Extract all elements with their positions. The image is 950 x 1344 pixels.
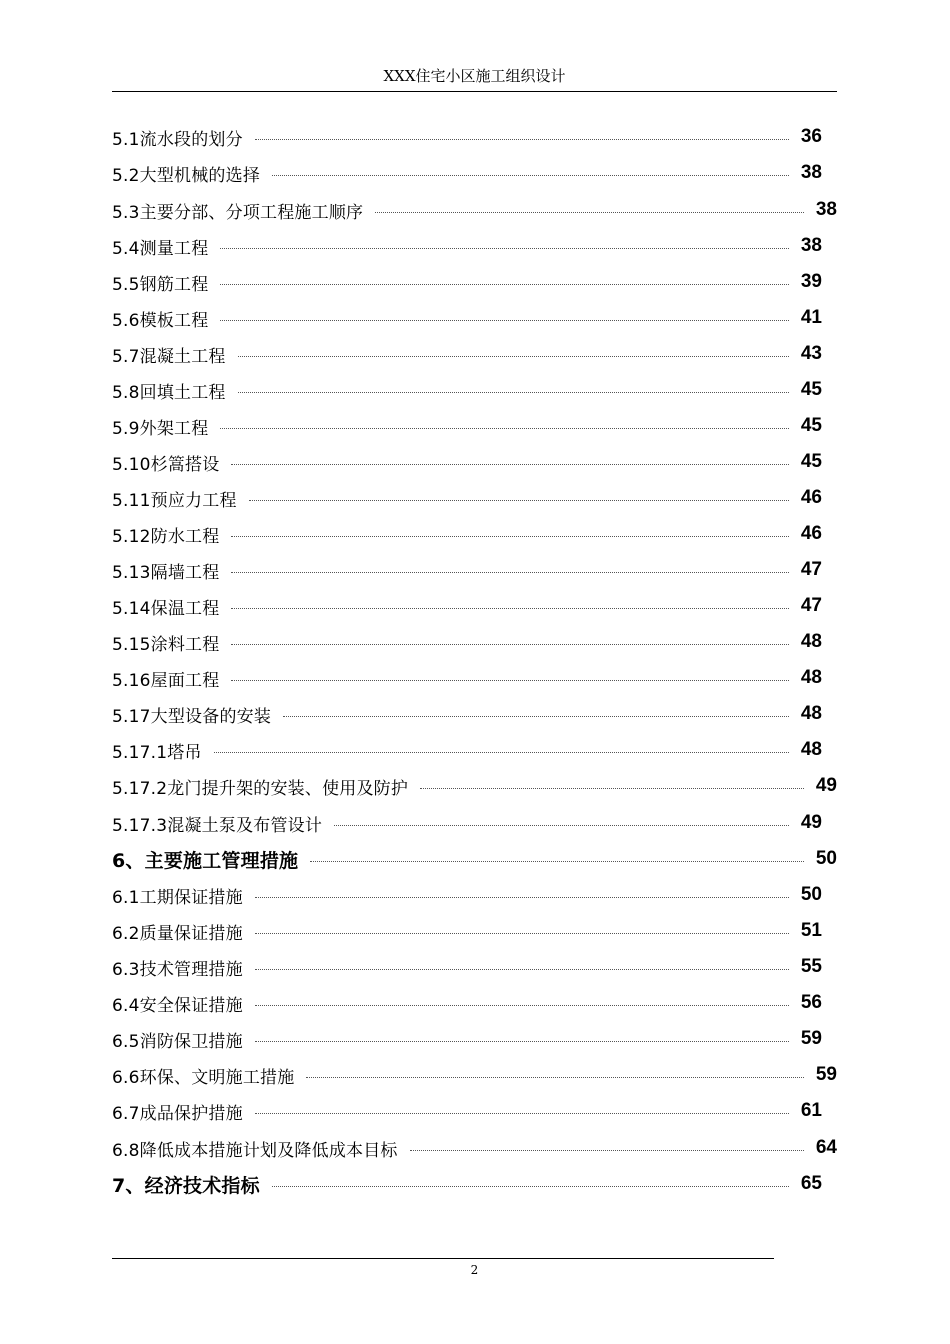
toc-entry-page: 47 [800, 595, 822, 616]
toc-entry[interactable] [112, 916, 822, 946]
toc-entry-page: 49 [800, 812, 822, 833]
toc-dot-leader [255, 1041, 789, 1042]
toc-dot-leader [231, 464, 788, 465]
toc-entry-label: 6、主要施工管理措施 [112, 849, 299, 872]
toc-entry-page: 59 [815, 1064, 837, 1085]
toc-dot-leader [255, 139, 789, 140]
toc-dot-leader [272, 1186, 789, 1187]
toc-entry-page: 48 [800, 631, 822, 652]
toc-entry-page: 50 [800, 884, 822, 905]
toc-entry[interactable] [112, 627, 822, 657]
toc-entry[interactable] [112, 952, 822, 982]
toc-entry-page: 47 [800, 559, 822, 580]
toc-dot-leader [231, 608, 788, 609]
toc-entry-label: 5.10杉篙搭设 [112, 454, 220, 475]
toc-dot-leader [220, 284, 788, 285]
toc-entry[interactable] [112, 447, 822, 477]
toc-dot-leader [255, 897, 789, 898]
toc-entry-label: 5.4测量工程 [112, 238, 209, 259]
toc-entry-page: 39 [800, 271, 822, 292]
toc-entry[interactable] [112, 591, 822, 621]
toc-entry-page: 45 [800, 415, 822, 436]
toc-dot-leader [255, 933, 789, 934]
toc-entry-page: 43 [800, 343, 822, 364]
toc-entry-page: 64 [815, 1137, 837, 1158]
toc-entry-page: 46 [800, 487, 822, 508]
toc-dot-leader [238, 356, 789, 357]
toc-dot-leader [272, 175, 789, 176]
toc-entry-label: 5.14保温工程 [112, 598, 220, 619]
toc-entry[interactable] [112, 267, 822, 297]
toc-entry-page: 46 [800, 523, 822, 544]
toc-entry[interactable] [112, 1169, 822, 1199]
toc-entry-label: 5.16屋面工程 [112, 670, 220, 691]
toc-dot-leader [255, 1113, 789, 1114]
toc-entry[interactable] [112, 375, 822, 405]
toc-entry-page: 55 [800, 956, 822, 977]
toc-entry-page: 48 [800, 703, 822, 724]
toc-entry[interactable] [112, 555, 822, 585]
toc-dot-leader [238, 392, 789, 393]
toc-entry[interactable] [112, 1060, 837, 1090]
toc-entry-label: 5.6模板工程 [112, 310, 209, 331]
toc-dot-leader [249, 500, 789, 501]
toc-entry[interactable] [112, 663, 822, 693]
toc-entry[interactable] [112, 808, 822, 838]
toc-entry-page: 41 [800, 307, 822, 328]
toc-entry[interactable] [112, 483, 822, 513]
toc-entry[interactable] [112, 988, 822, 1018]
toc-entry-page: 45 [800, 379, 822, 400]
toc-entry[interactable] [112, 699, 822, 729]
toc-dot-leader [255, 969, 789, 970]
toc-dot-leader [231, 572, 788, 573]
toc-dot-leader [220, 428, 788, 429]
toc-dot-leader [220, 320, 788, 321]
toc-entry-label: 6.8降低成本措施计划及降低成本目标 [112, 1140, 398, 1161]
toc-entry-page: 45 [800, 451, 822, 472]
toc-entry-label: 6.5消防保卫措施 [112, 1031, 243, 1052]
toc-entry-page: 48 [800, 739, 822, 760]
toc-entry-page: 38 [800, 235, 822, 256]
toc-dot-leader [214, 752, 789, 753]
toc-entry-label: 7、经济技术指标 [112, 1174, 260, 1197]
toc-entry-label: 5.17大型设备的安装 [112, 706, 272, 727]
toc-dot-leader [231, 680, 788, 681]
toc-dot-leader [220, 248, 788, 249]
toc-entry-label: 5.11预应力工程 [112, 490, 237, 511]
toc-entry[interactable] [112, 735, 822, 765]
footer-rule [112, 1258, 774, 1259]
toc-entry[interactable] [112, 231, 822, 261]
toc-entry-page: 36 [800, 126, 822, 147]
toc-entry[interactable] [112, 519, 822, 549]
toc-entry-label: 5.15涂料工程 [112, 634, 220, 655]
toc-entry-label: 5.3主要分部、分项工程施工顺序 [112, 202, 364, 223]
toc-entry-label: 6.6环保、文明施工措施 [112, 1067, 295, 1088]
toc-entry-label: 5.1流水段的划分 [112, 129, 243, 150]
toc-dot-leader [283, 716, 789, 717]
toc-entry-page: 49 [815, 775, 837, 796]
toc-entry-page: 38 [815, 199, 837, 220]
toc-entry[interactable] [112, 880, 822, 910]
toc-entry-label: 5.2大型机械的选择 [112, 165, 261, 186]
toc-dot-leader [410, 1150, 804, 1151]
toc-entry-label: 5.12防水工程 [112, 526, 220, 547]
toc-entry-page: 59 [800, 1028, 822, 1049]
toc-entry[interactable] [112, 303, 822, 333]
toc-entry-label: 6.7成品保护措施 [112, 1103, 243, 1124]
toc-entry[interactable] [112, 195, 837, 225]
toc-dot-leader [306, 1077, 803, 1078]
toc-dot-leader [310, 861, 804, 862]
toc-entry-label: 5.9外架工程 [112, 418, 209, 439]
toc-dot-leader [255, 1005, 789, 1006]
toc-entry[interactable] [112, 1024, 822, 1054]
toc-dot-leader [334, 825, 789, 826]
toc-entry-label: 5.5钢筋工程 [112, 274, 209, 295]
toc-entry-page: 51 [800, 920, 822, 941]
toc-entry-page: 61 [800, 1100, 822, 1121]
toc-entry-label: 6.2质量保证措施 [112, 923, 243, 944]
toc-entry-label: 5.17.1塔吊 [112, 742, 202, 763]
header-title: XXX住宅小区施工组织设计 [383, 67, 566, 85]
toc-entry-label: 6.1工期保证措施 [112, 887, 243, 908]
toc-entry[interactable] [112, 771, 837, 801]
toc-entry[interactable] [112, 158, 822, 188]
toc-entry-page: 38 [800, 162, 822, 183]
toc-entry[interactable] [112, 1096, 822, 1126]
toc-entry-label: 5.13隔墙工程 [112, 562, 220, 583]
toc-entry-label: 6.3技术管理措施 [112, 959, 243, 980]
page-number: 2 [470, 1263, 479, 1277]
toc-dot-leader [375, 212, 804, 213]
toc-dot-leader [420, 788, 804, 789]
toc-entry[interactable] [112, 122, 822, 152]
toc-entry-page: 50 [815, 848, 837, 869]
toc-entry-label: 5.7混凝土工程 [112, 346, 226, 367]
toc-entry-page: 48 [800, 667, 822, 688]
toc-entry[interactable] [112, 339, 822, 369]
toc-dot-leader [231, 644, 788, 645]
toc-entry[interactable] [112, 411, 822, 441]
toc-entry-label: 5.17.3混凝土泵及布管设计 [112, 815, 323, 836]
toc-entry-page: 56 [800, 992, 822, 1013]
toc-entry-label: 5.8回填土工程 [112, 382, 226, 403]
toc-dot-leader [231, 536, 788, 537]
toc-entry[interactable] [112, 1133, 837, 1163]
toc-entry[interactable] [112, 844, 837, 874]
toc-entry-label: 6.4安全保证措施 [112, 995, 243, 1016]
toc-entry-label: 5.17.2龙门提升架的安装、使用及防护 [112, 778, 409, 799]
toc-entry-page: 65 [800, 1173, 822, 1194]
